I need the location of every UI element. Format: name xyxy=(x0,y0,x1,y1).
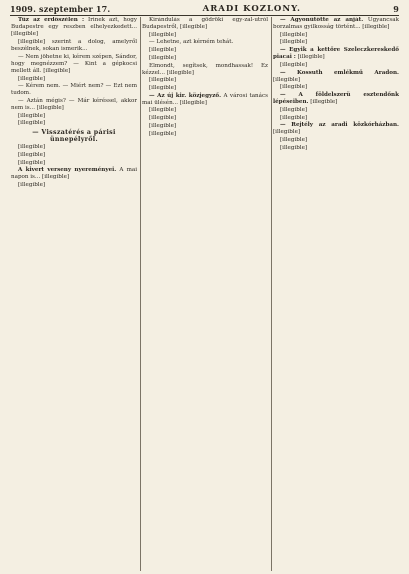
article-paragraph xyxy=(142,85,268,92)
article-paragraph xyxy=(273,17,399,31)
article-paragraph xyxy=(142,131,268,138)
paragraph-text: [illegible] xyxy=(149,31,177,38)
text-column-2 xyxy=(142,17,268,572)
paragraph-text: Elmondt, segítsek, mondhassak! Ez kézzel... [illegible] xyxy=(142,62,268,76)
paragraph-text: A városi tanács mai ülésén... [illegible] xyxy=(142,92,268,106)
newspaper-title: ARADI KOZLONY. xyxy=(202,3,302,14)
article-paragraph xyxy=(11,152,137,159)
article-paragraph xyxy=(11,113,137,120)
article-paragraph xyxy=(273,122,399,136)
paragraph-text: [illegible] xyxy=(149,130,177,137)
article-headline: — Kossuth emlékmű Aradon. xyxy=(280,69,399,76)
column-divider xyxy=(140,17,141,571)
paragraph-text: [illegible] xyxy=(18,144,46,151)
article-paragraph xyxy=(11,54,137,75)
page-header xyxy=(10,2,399,15)
article-paragraph xyxy=(142,17,268,31)
paragraph-text: [illegible] xyxy=(18,75,46,82)
header-rule xyxy=(10,15,399,16)
paragraph-text: [illegible] xyxy=(280,106,308,113)
text-column-3 xyxy=(273,17,399,572)
paragraph-text: [illegible] xyxy=(273,129,301,136)
paragraph-text: [illegible] xyxy=(280,137,308,144)
article-headline: A kivert verseny nyereményei. xyxy=(18,167,117,174)
paragraph-text: [illegible] xyxy=(18,182,46,189)
article-paragraph xyxy=(11,120,137,127)
article-heading: — Visszatérés a párisi ünnepélyről. xyxy=(32,129,116,144)
article-paragraph xyxy=(273,70,399,84)
page-number: 9 xyxy=(393,3,399,14)
paragraph-text: [illegible] xyxy=(297,54,325,61)
paragraph-text: [illegible] xyxy=(149,54,177,61)
paragraph-text: — Kérem nem. — Miért nem? — Ezt nem tudom. xyxy=(11,83,137,97)
paragraph-text: [illegible] xyxy=(280,84,308,91)
paragraph-text: [illegible] xyxy=(18,151,46,158)
paragraph-text: [illegible] xyxy=(280,61,308,68)
article-paragraph xyxy=(11,17,137,38)
article-headline: — Rejtély az aradi közkórházban. xyxy=(280,122,399,129)
article-paragraph xyxy=(11,39,137,53)
paragraph-text: A mai napon is... [illegible] xyxy=(11,167,137,181)
paragraph-text: [illegible] xyxy=(18,159,46,166)
paragraph-text: [illegible] xyxy=(149,107,177,114)
article-paragraph xyxy=(11,160,137,167)
article-paragraph xyxy=(11,182,137,189)
article-paragraph xyxy=(273,39,399,46)
paragraph-text: [illegible] xyxy=(149,122,177,129)
article-paragraph xyxy=(142,123,268,130)
article-paragraph xyxy=(142,107,268,114)
paragraph-text: — Lehetne, azt kérném tehát. xyxy=(149,39,234,46)
text-column-1 xyxy=(11,17,137,572)
article-paragraph xyxy=(11,76,137,83)
paragraph-text: [illegible] xyxy=(149,115,177,122)
paragraph-text: [illegible] szerint a dolog, amelyről beszélnek, sokan ismerik... xyxy=(11,38,137,52)
article-paragraph xyxy=(11,98,137,112)
paragraph-text: [illegible] xyxy=(149,47,177,54)
article-paragraph xyxy=(273,32,399,39)
article-paragraph xyxy=(273,145,399,152)
paragraph-text: [illegible] xyxy=(149,77,177,84)
article-headline: — A földelszerü esztendőnk lépéseiben. xyxy=(273,92,399,106)
article-paragraph xyxy=(142,32,268,39)
article-headline: — Az új kir. közjegyző. xyxy=(149,92,222,99)
article-paragraph xyxy=(273,115,399,122)
article-headline: — Egyik a kettőre Szeleczkereskedő piacai : xyxy=(273,47,399,61)
article-headline: — Agyonütötte az anját. xyxy=(280,17,364,23)
article-paragraph xyxy=(142,39,268,46)
paragraph-text: Ugyancsak borzalmas gyilkosság történt... [illegible] xyxy=(273,17,399,31)
article-paragraph xyxy=(273,137,399,144)
article-headline: Tüz az erdöszélen : xyxy=(18,17,85,23)
column-divider xyxy=(271,17,272,571)
paragraph-text: [illegible] xyxy=(18,120,46,127)
article-paragraph xyxy=(142,115,268,122)
paragraph-text: [illegible] xyxy=(18,112,46,119)
article-paragraph xyxy=(142,55,268,62)
paragraph-text: — Aztán mégis? — Már kéréssel, akkor nem is... [illegible] xyxy=(11,98,137,112)
article-paragraph xyxy=(142,77,268,84)
article-paragraph xyxy=(273,47,399,61)
article-paragraph xyxy=(142,93,268,107)
paragraph-text: [illegible] xyxy=(310,99,338,106)
paragraph-text: [illegible] xyxy=(280,31,308,38)
paragraph-text: [illegible] xyxy=(280,114,308,121)
article-paragraph xyxy=(273,92,399,106)
article-paragraph xyxy=(11,167,137,181)
article-paragraph xyxy=(273,84,399,91)
article-paragraph xyxy=(273,107,399,114)
paragraph-text: [illegible] xyxy=(273,76,301,83)
paragraph-text: [illegible] xyxy=(280,144,308,151)
issue-date: 1909. szeptember 17. xyxy=(10,3,111,14)
paragraph-text: Irinek azt, hogy Budapestre egy reszben elhelyezkedett... [illegible] xyxy=(11,17,137,38)
paragraph-text: Kirándulás a gödröki egy-zal-utról Budapestről, [illegible] xyxy=(142,17,268,31)
article-paragraph xyxy=(11,83,137,97)
article-paragraph xyxy=(142,63,268,77)
paragraph-text: [illegible] xyxy=(149,85,177,91)
paragraph-text: — Nem jöhetne ki, kérem szépen, Sándor, hogy megnézzem? — Kint a gépkocsi mellett áll. [illegible] xyxy=(11,53,137,74)
article-paragraph xyxy=(273,62,399,69)
paragraph-text: [illegible] xyxy=(280,39,308,46)
article-paragraph xyxy=(11,144,137,151)
article-paragraph xyxy=(142,47,268,54)
